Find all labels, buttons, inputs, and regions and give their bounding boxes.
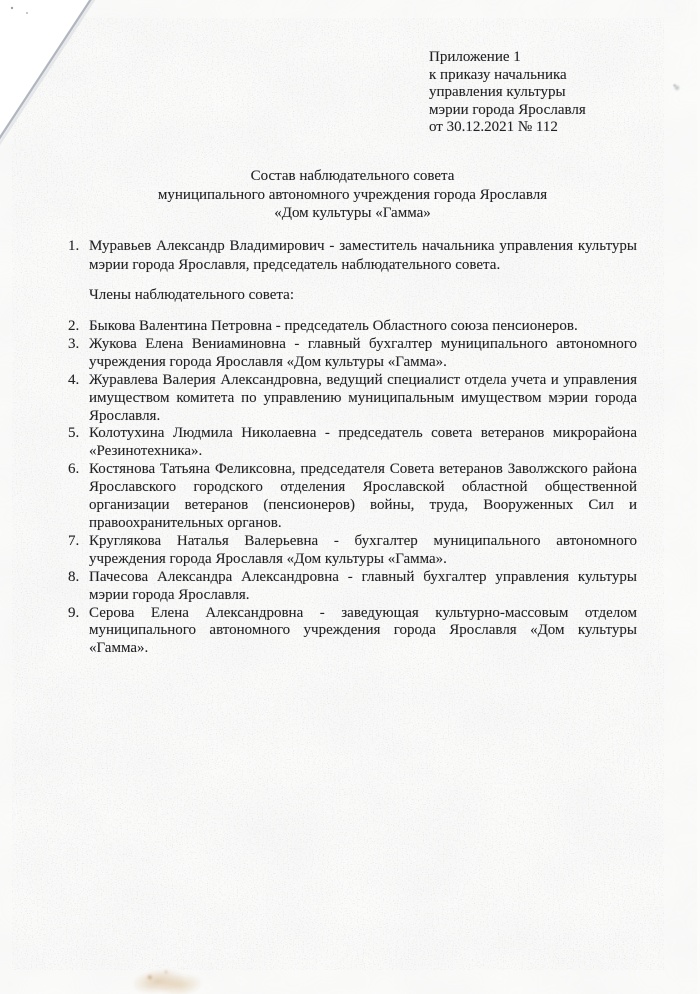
list-item — [68, 425, 637, 461]
list-item-number: 1. — [68, 238, 80, 254]
list-item — [68, 336, 637, 372]
list-item-text: Круглякова Наталья Валерьевна - бухгалтер муниципального автономного учреждения города Ярославля «Дом культуры «Гамма». — [89, 532, 637, 567]
annex-header-block — [429, 49, 586, 137]
annex-line: управления культуры — [429, 84, 566, 100]
scan-smudge-right — [669, 79, 685, 95]
document-title-line: «Дом культуры «Гамма» — [274, 205, 431, 221]
members-heading: Члены наблюдательного совета: — [89, 287, 294, 303]
list-item — [68, 318, 637, 336]
list-item-text: Серова Елена Александровна - заведующая культурно-массовым отделом муниципального автономного учреждения города Ярославля «Дом культуры «Гамма». — [89, 604, 637, 657]
document-title — [68, 167, 637, 223]
list-item-number: 6. — [68, 461, 80, 478]
list-item-number: 4. — [68, 371, 80, 388]
annex-line: от 30.12.2021 № 112 — [429, 119, 558, 135]
list-item-text: Пачесова Александра Александровна - главный бухгалтер управления культуры мэрии города Ярославля. — [89, 568, 637, 603]
list-item-number: 5. — [68, 425, 80, 442]
document-title-line: муниципального автономного учреждения города Ярославля — [157, 186, 548, 203]
members-list — [68, 318, 637, 658]
list-item-number: 7. — [68, 532, 80, 549]
annex-line: Приложение 1 — [429, 49, 521, 65]
list-item — [68, 533, 637, 569]
list-item — [68, 372, 637, 426]
list-item-text: Колотухина Людмила Николаевна - председатель совета ветеранов микрорайона «Резинотехника». — [89, 425, 637, 460]
corner-white-area — [0, 0, 92, 142]
annex-line: мэрии города Ярославля — [429, 101, 586, 118]
list-item-number: 2. — [68, 318, 80, 334]
scan-smudge-bottom — [132, 959, 207, 994]
list-item-number: 8. — [68, 568, 80, 585]
list-item-chairman — [68, 237, 637, 274]
list-item-number: 3. — [68, 335, 80, 352]
list-item-text: Муравьев Александр Владимирович - заместитель начальника управления культуры мэрии города Ярославля, председатель наблюдательного совета. — [89, 238, 637, 273]
list-item-text: Журавлева Валерия Александровна, ведущий специалист отдела учета и управления имуществом комитета по управлению муниципальным имуществом мэрии города Ярославля. — [89, 371, 637, 424]
list-item-text: Жукова Елена Вениаминовна - главный бухгалтер муниципального автономного учреждения города Ярославля «Дом культуры «Гамма». — [89, 335, 637, 370]
list-item-number: 9. — [68, 604, 80, 621]
list-item — [68, 569, 637, 605]
scan-corner-fold-artifact — [0, 0, 130, 170]
list-item — [68, 461, 637, 533]
list-item — [68, 605, 637, 659]
document-title-line: Состав наблюдательного совета — [250, 168, 455, 184]
annex-line: к приказу начальника — [429, 66, 567, 83]
list-item-text: Костянова Татьяна Феликсовна, председателя Совета ветеранов Заволжского района Ярославского городского отделения Ярославской областной общественной организации ветеранов (пенсионеров) войны, труда, Вооруженных Сил и правоохранительных органов. — [89, 461, 637, 531]
list-item-text: Быкова Валентина Петровна - председатель Областного союза пенсионеров. — [89, 318, 578, 334]
